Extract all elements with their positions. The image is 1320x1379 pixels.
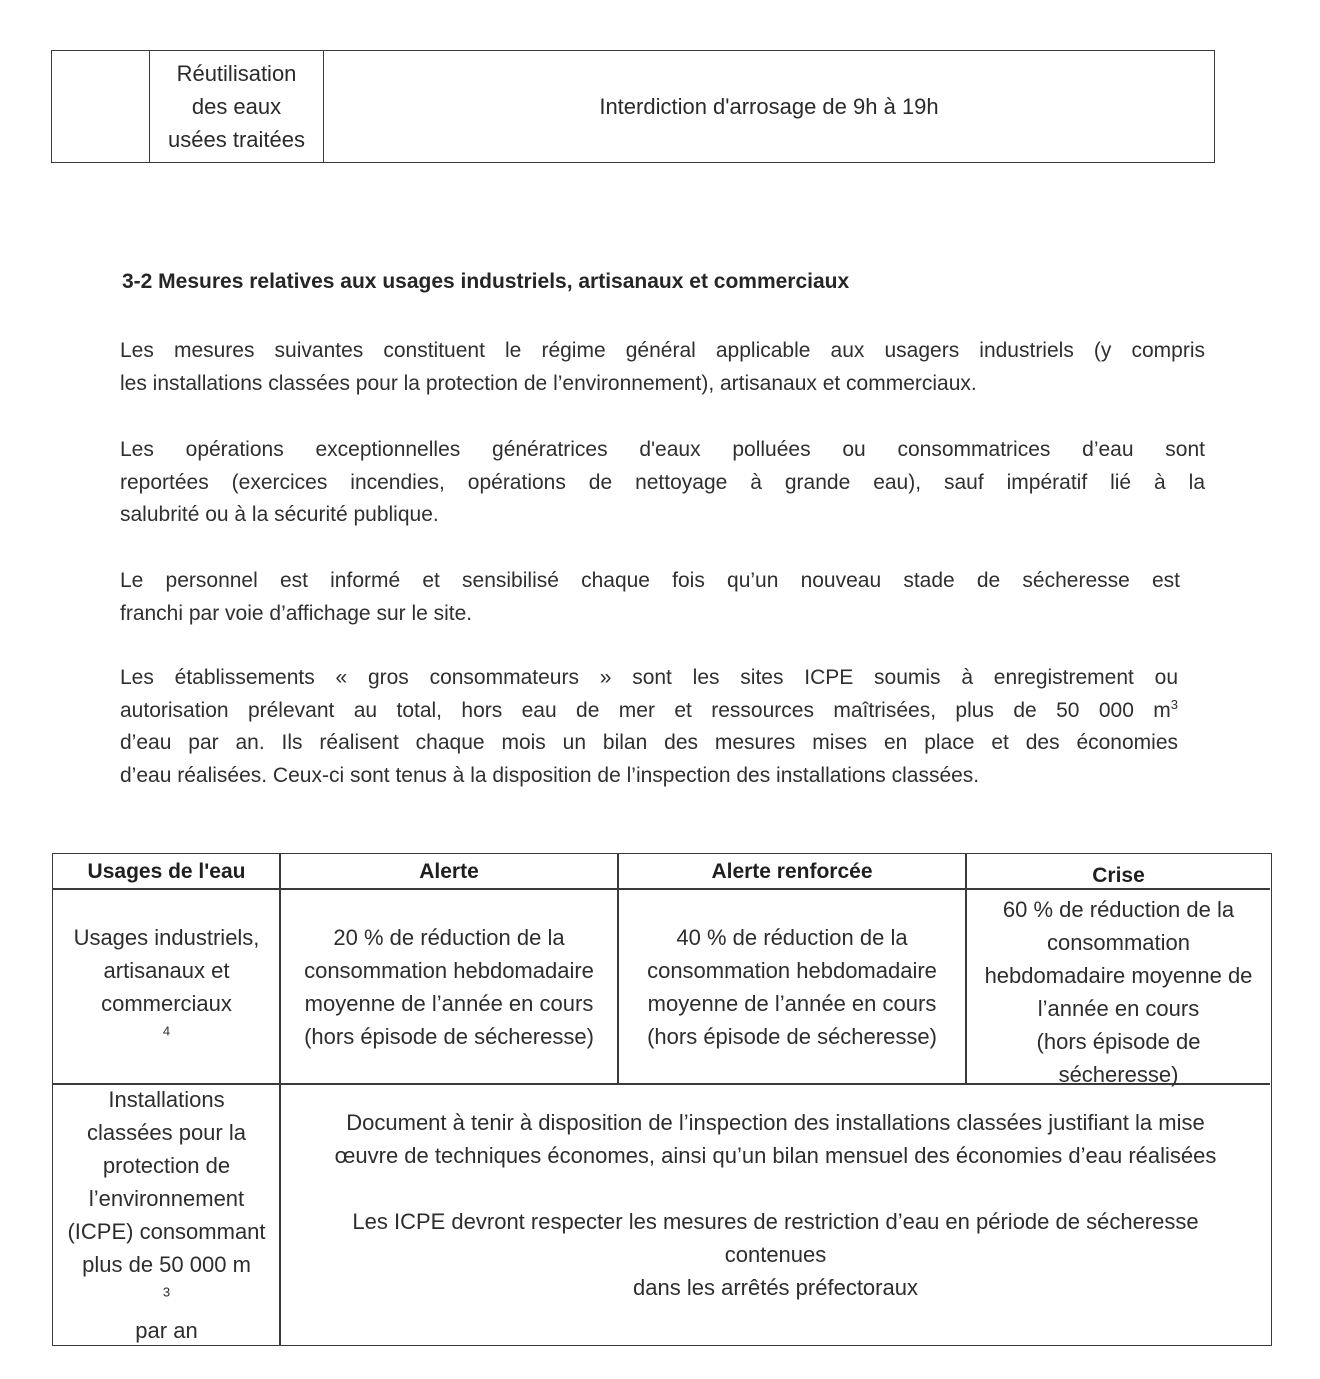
cell-line-text: plus de 50 000 m [82, 1251, 251, 1277]
paragraph-large-consumers [120, 662, 1178, 792]
measure-cell-watering [324, 51, 1214, 162]
paragraph-line: d’eau réalisées. Ceux-ci sont tenus à la disposition de l’inspection des installations classées. [120, 763, 980, 787]
cell-line: classées pour la [87, 1119, 246, 1145]
row2-usage-cell [53, 1084, 280, 1345]
cell-line: consommation [1046, 930, 1191, 955]
cell-line: Document à tenir à disposition de l’inspection des installations classées justifiant la mise [346, 1110, 1205, 1135]
paragraph-line: franchi par voie d’affichage sur le site. [120, 601, 473, 625]
paragraph-line: les installations classées pour la protection de l’environnement), artisanaux et commerciaux. [120, 371, 977, 395]
row1-alerte-renforcee-cell [618, 889, 966, 1084]
cell-line: moyenne de l’année en cours [647, 990, 937, 1016]
paragraph-line: Les établissements « gros consommateurs » sont les sites ICPE soumis à enregistrement ou [120, 666, 1178, 689]
cell-line: 20 % de réduction de la [333, 924, 565, 950]
paragraph-line [120, 695, 1178, 728]
cell-line: œuvre de techniques économes, ainsi qu’un bilan mensuel des économies d’eau réalisées [334, 1143, 1217, 1168]
usage-cell-reuse [150, 51, 324, 162]
paragraph-line: d’eau par an. Ils réalisent chaque mois un bilan des mesures mises en place et des économies [120, 731, 1178, 754]
superscript-cubic: 3 [162, 1284, 171, 1300]
cell-line [82, 1248, 251, 1314]
cell-line: protection de [102, 1152, 231, 1178]
footnote-marker: 4 [162, 1023, 171, 1039]
cell-line: Les ICPE devront respecter les mesures de restriction d’eau en période de sécheresse [352, 1209, 1199, 1234]
cell-line: hebdomadaire moyenne de [984, 963, 1253, 988]
cell-line: par an [135, 1317, 198, 1343]
cell-line: consommation hebdomadaire [647, 957, 937, 983]
row1-crise-cell [966, 892, 1271, 1092]
cell-line: dans les arrêtés préfectoraux [633, 1275, 918, 1300]
row1-usage-cell [53, 889, 280, 1084]
paragraph-line: Les opérations exceptionnelles génératrices d'eaux polluées ou consommatrices d’eau sont [120, 438, 1205, 461]
paragraph-line: Les mesures suivantes constituent le régime général applicable aux usagers industriels (y compris [120, 339, 1205, 362]
cell-line: artisanaux et [103, 957, 230, 983]
cell-line: l’environnement [88, 1185, 245, 1211]
cell-line: Installations [108, 1086, 225, 1112]
cell-line: contenues [724, 1242, 827, 1267]
cell-line: (hors épisode de sécheresse) [647, 1023, 937, 1049]
paragraph-line-text: autorisation prélevant au total, hors eau de mer et ressources maîtrisées, plus de 50 000 m [120, 698, 1171, 722]
paragraph-line: Le personnel est informé et sensibilisé chaque fois qu’un nouveau stade de sécheresse est [120, 569, 1180, 592]
cell-line: consommation hebdomadaire [304, 957, 594, 983]
header-crise: Crise [1092, 864, 1145, 887]
previous-table-fragment [51, 50, 1215, 163]
paragraph-exceptional-operations [120, 434, 1205, 532]
superscript-cubic: 3 [1170, 696, 1178, 712]
usage-line: Réutilisation [176, 61, 297, 86]
empty-cell [52, 51, 150, 162]
header-alerte: Alerte [419, 860, 479, 883]
header-usage: Usages de l'eau [87, 860, 246, 883]
paragraph-staff-information [120, 565, 1180, 630]
row1-alerte-cell [280, 889, 618, 1084]
cell-line [101, 987, 232, 1053]
cell-line: moyenne de l’année en cours [304, 990, 594, 1016]
paragraph-general-regime [120, 335, 1205, 400]
cell-line: sécheresse) [1058, 1062, 1179, 1087]
cell-line: 60 % de réduction de la [1002, 897, 1235, 922]
row2-measures-cell [280, 1090, 1271, 1300]
section-title: 3-2 Mesures relatives aux usages industriels, artisanaux et commerciaux [122, 270, 850, 293]
cell-line: (hors épisode de [1036, 1029, 1201, 1054]
cell-line: (ICPE) consommant [67, 1218, 266, 1244]
cell-line: l’année en cours [1037, 996, 1200, 1021]
usage-line: des eaux [191, 94, 282, 119]
paragraph-line: salubrité ou à la sécurité publique. [120, 503, 439, 526]
water-usage-restrictions-table [52, 853, 1272, 1346]
usage-line: usées traitées [168, 127, 305, 152]
header-alerte-renforcee: Alerte renforcée [711, 860, 873, 883]
measure-text: Interdiction d'arrosage de 9h à 19h [599, 93, 939, 119]
cell-line: (hors épisode de sécheresse) [304, 1023, 594, 1049]
cell-line: Usages industriels, [73, 924, 260, 950]
cell-line: 40 % de réduction de la [676, 924, 908, 950]
paragraph-line: reportées (exercices incendies, opérations de nettoyage à grande eau), sauf impératif lié à la [120, 470, 1205, 494]
cell-line-text: commerciaux [101, 990, 232, 1016]
